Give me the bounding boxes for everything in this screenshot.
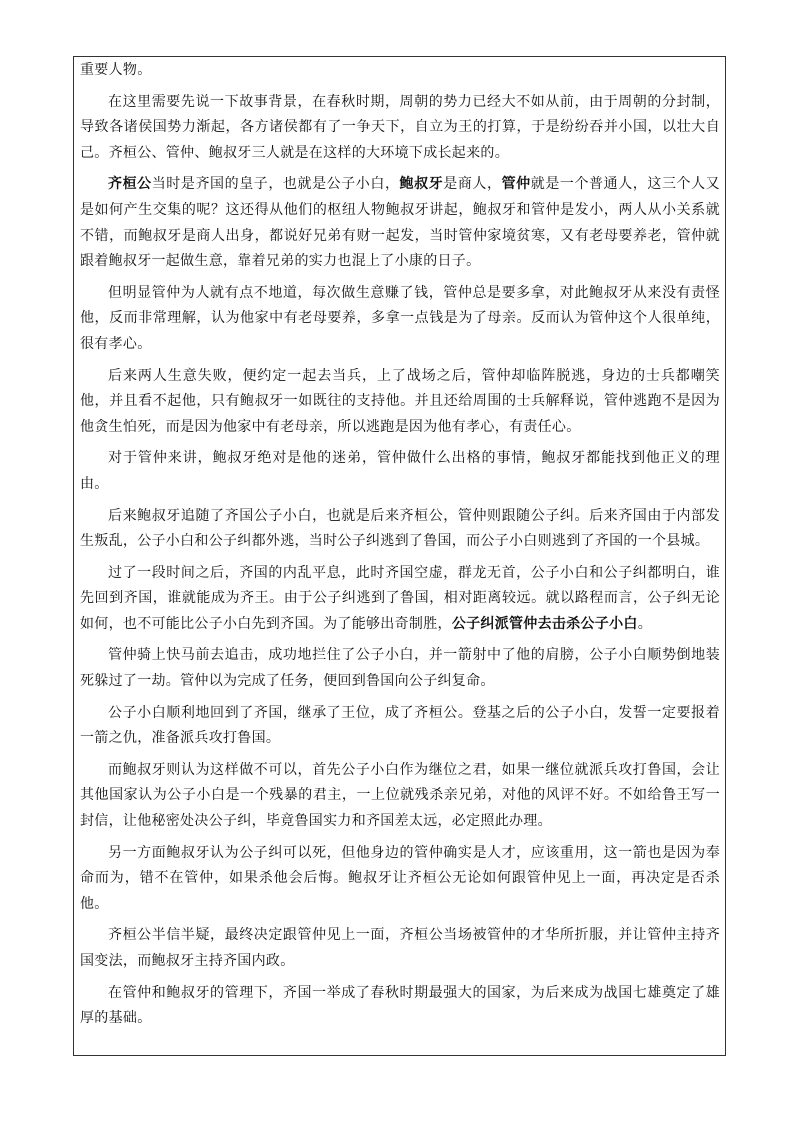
paragraph [80,981,720,1032]
paragraph [80,446,720,497]
text-run: 后来两人生意失败，便约定一起去当兵，上了战场之后，管仲却临阵脱逃，身边的士兵都嘲笑他，并且看不起他，只有鲍叔牙一如既往的支持他。并且还给周围的士兵解释说，管仲逃跑不是因为他贪生怕死，而是因为他家中有老母亲，所以逃跑是因为他有孝心，有责任心。 [80,367,720,435]
paragraph [80,172,720,274]
paragraph [80,841,720,918]
text-run: 重要人物。 [80,62,152,78]
bold-text: 公子纠派管仲去击杀公子小白 [451,615,638,632]
paragraph [80,561,720,638]
text-run: 但明显管仲为人就有点不地道，每次做生意赚了钱，管仲总是要多拿，对此鲍叔牙从来没有责怪他，反而非常理解，认为他家中有老母要养，多拿一点钱是为了母亲。反而认为管仲这个人很单纯，很有孝心。 [80,284,720,352]
paragraph [80,758,720,835]
paragraph [80,281,720,358]
document-body [80,58,720,1038]
paragraph [80,364,720,441]
text-run: 在这里需要先说一下故事背景，在春秋时期，周朝的势力已经大不如从前，由于周朝的分封制，导致各诸侯国势力渐起，各方诸侯都有了一争天下，自立为王的打算，于是纷纷吞并小国，以壮大自己。齐桓公、管仲、鲍叔牙三人就是在这样的大环境下成长起来的。 [80,93,720,161]
text-run: 过了一段时间之后，齐国的内乱平息，此时齐国空虚，群龙无首，公子小白和公子纠都明白，谁先回到齐国，谁就能成为齐王。由于公子纠逃到了鲁国，相对距离较远。就以路程而言，公子纠无论如何，也不可能比公子小白先到齐国。为了能够出奇制胜， [80,564,720,632]
paragraph [80,643,720,694]
paragraph [80,701,720,752]
paragraph [80,923,720,974]
text-run: 。 [637,615,653,632]
text-run: 齐桓公半信半疑，最终决定跟管仲见上一面，齐桓公当场被管仲的才华所折服，并让管仲主持齐国变法，而鲍叔牙主持齐国内政。 [80,927,720,969]
text-run: 当时是齐国的皇子，也就是公子小白， [151,176,400,193]
paragraph [80,504,720,555]
bold-text: 鲍叔牙 [399,176,444,193]
paragraph [80,90,720,167]
text-run: 管仲骑上快马前去追击，成功地拦住了公子小白，并一箭射中了他的肩膀，公子小白顺势倒地装死躲过了一劫。管仲以为完成了任务，便回到鲁国向公子纠复命。 [80,647,720,690]
text-run: 是商人， [443,176,502,193]
text-run: 后来鲍叔牙追随了齐国公子小白，也就是后来齐桓公，管仲则跟随公子纠。后来齐国由于内部发生叛乱，公子小白和公子纠都外逃，当时公子纠逃到了鲁国，而公子小白则逃到了齐国的一个县城。 [80,507,720,550]
text-run: 在管仲和鲍叔牙的管理下，齐国一举成了春秋时期最强大的国家，为后来成为战国七雄奠定了雄厚的基础。 [80,984,720,1027]
bold-text: 管仲 [501,176,531,193]
bold-text: 齐桓公 [108,176,152,193]
paragraph [80,58,720,84]
text-run: 对于管仲来讲，鲍叔牙绝对是他的迷弟，管仲做什么出格的事情，鲍叔牙都能找到他正义的理由。 [80,450,720,492]
text-run: 而鲍叔牙则认为这样做不可以，首先公子小白作为继位之君，如果一继位就派兵攻打鲁国，会让其他国家认为公子小白是一个残暴的君主，一上位就残杀亲兄弟，对他的风评不好。不如给鲁王写一封信，让他秘密处决公子纠，毕竟鲁国实力和齐国差太远，必定照此办理。 [80,761,720,830]
text-run: 公子小白顺利地回到了齐国，继承了王位，成了齐桓公。登基之后的公子小白，发誓一定要报着一箭之仇，准备派兵攻打鲁国。 [80,704,720,747]
text-run: 就是一个普通人，这三个人又是如何产生交集的呢？这还得从他们的枢纽人物鲍叔牙讲起，鲍叔牙和管仲是发小，两人从小关系就不错，而鲍叔牙是商人出身，都说好兄弟有财一起发，当时管仲家境贫寒，又有老母要养老，管仲就跟着鲍叔牙一起做生意，靠着兄弟的实力也混上了小康的日子。 [80,176,720,270]
text-run: 另一方面鲍叔牙认为公子纠可以死，但他身边的管仲确实是人才，应该重用，这一箭也是因为奉命而为，错不在管仲，如果杀他会后悔。鲍叔牙让齐桓公无论如何跟管仲见上一面，再决定是否杀他。 [80,844,720,912]
